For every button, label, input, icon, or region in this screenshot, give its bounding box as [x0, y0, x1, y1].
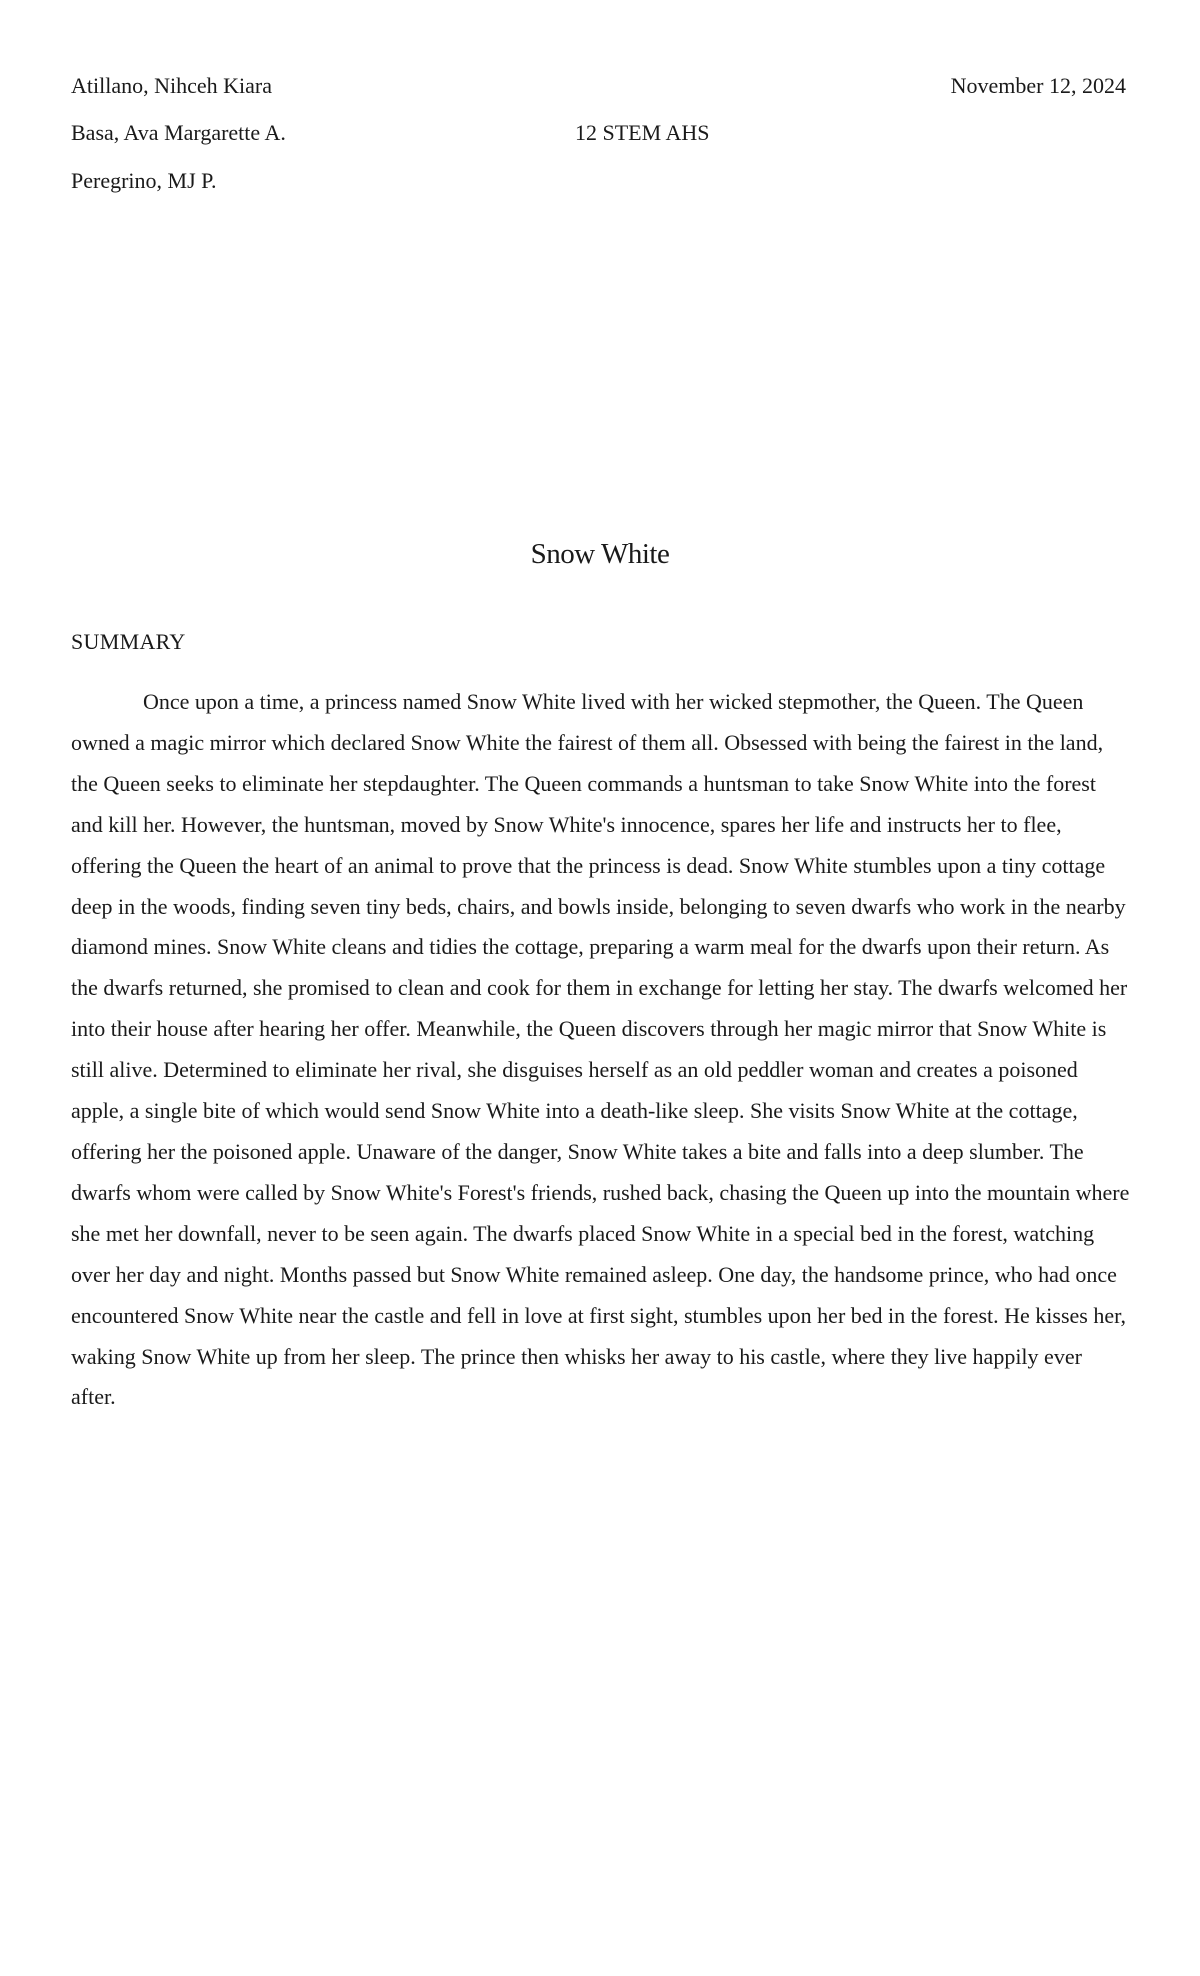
author-name-3: Peregrino, MJ P.: [71, 168, 217, 193]
class-section: 12 STEM AHS: [575, 120, 710, 145]
document-date: November 12, 2024: [950, 73, 1126, 98]
document-title: Snow White: [530, 538, 670, 570]
summary-paragraph: Once upon a time, a princess named Snow White lived with her wicked stepmother, the Queen. The Queen owned a magic mirror which declared Snow White the fairest of them all. Obsessed with being the fairest in the land, the Queen seeks to eliminate her stepdaughter. The Queen commands a huntsman to take Snow White into the forest and kill her. However, the huntsman, moved by Snow White's innocence, spares her life and instructs her to flee, offering the Queen the heart of an animal to prove that the princess is dead. Snow White stumbles upon a tiny cottage deep in the woods, finding seven tiny beds, chairs, and bowls inside, belonging to seven dwarfs who work in the nearby diamond mines. Snow White cleans and tidies the cottage, preparing a warm meal for the dwarfs upon their return. As the dwarfs returned, she promised to clean and cook for them in exchange for letting her stay. The dwarfs welcomed her into their house after hearing her offer. Meanwhile, the Queen discovers through her magic mirror that Snow White is still alive. Determined to eliminate her rival, she disguises herself as an old peddler woman and creates a poisoned apple, a single bite of which would send Snow White into a death-like sleep. She visits Snow White at the cottage, offering her the poisoned apple. Unaware of the danger, Snow White takes a bite and falls into a deep slumber. The dwarfs whom were called by Snow White's Forest's friends, rushed back, chasing the Queen up into the mountain where she met her downfall, never to be seen again. The dwarfs placed Snow White in a special bed in the forest, watching over her day and night. Months passed but Snow White remained asleep. One day, the handsome prince, who had once encountered Snow White near the castle and fell in love at first sight, stumbles upon her bed in the forest. He kisses her, waking Snow White up from her sleep. The prince then whisks her away to his castle, where they live happily ever after.: [71, 689, 1130, 1410]
author-name-2: Basa, Ava Margarette A.: [71, 120, 286, 145]
section-heading: SUMMARY: [71, 629, 186, 654]
author-name-1: Atillano, Nihceh Kiara: [71, 73, 272, 98]
